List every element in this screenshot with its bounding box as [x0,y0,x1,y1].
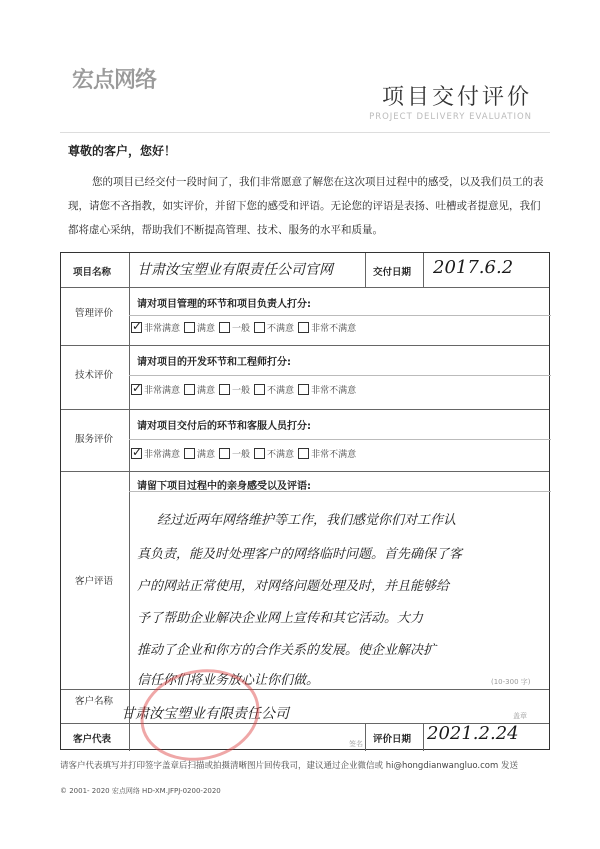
management-option-unsatisfied[interactable]: 不满意 [254,321,294,334]
service-option-very-unsatisfied[interactable]: 非常不满意 [298,447,356,460]
delivery-date-value[interactable]: 2017.6.2 [433,257,514,278]
service-option-neutral[interactable]: 一般 [219,447,250,460]
comment-char-counter: (10-300 字) [491,678,531,686]
technical-option-satisfied[interactable]: 满意 [184,383,215,396]
checkbox-icon[interactable] [184,384,195,395]
service-option-very-satisfied[interactable]: ✓ 非常满意 [132,445,181,460]
management-question: 请对项目管理的环节和项目负责人打分: [137,299,311,310]
eval-date-value[interactable]: 2021.2.24 [427,723,519,744]
project-name-label: 项目名称 [73,267,112,278]
checkbox-checked-icon[interactable]: ✓ [132,445,143,459]
checkbox-icon[interactable] [184,322,195,333]
comment-line: 经过近两年网络维护等工作，我们感觉你们对工作认 [157,513,457,528]
representative-label: 客户代表 [73,734,112,745]
customer-name-value[interactable]: 甘肃汝宝塑业有限责任公司 [121,706,289,722]
technical-option-neutral[interactable]: 一般 [219,383,250,396]
comment-line: 户的网站正常使用，对网络问题处理及时，并且能够给 [137,579,450,594]
eval-date-label: 评价日期 [373,734,412,745]
checkbox-icon[interactable] [219,384,230,395]
management-options [131,321,360,334]
checkbox-icon[interactable] [298,384,309,395]
service-options [131,447,360,460]
checkbox-icon[interactable] [298,322,309,333]
checkbox-icon[interactable] [219,448,230,459]
header-divider [60,132,550,133]
service-label: 服务评价 [75,434,114,445]
page-subtitle: PROJECT DELIVERY EVALUATION [369,112,532,122]
logo-text: 宏点网络 [72,68,157,93]
checkbox-icon[interactable] [298,448,309,459]
stamp-hint: 盖章 [513,712,527,720]
technical-option-unsatisfied[interactable]: 不满意 [254,383,294,396]
management-label: 管理评价 [75,308,114,319]
comment-label: 客户评语 [75,576,114,587]
management-option-neutral[interactable]: 一般 [219,321,250,334]
technical-option-very-unsatisfied[interactable]: 非常不满意 [298,383,356,396]
management-option-very-unsatisfied[interactable]: 非常不满意 [298,321,356,334]
checkbox-icon[interactable] [254,384,265,395]
service-option-satisfied[interactable]: 满意 [184,447,215,460]
checkbox-checked-icon[interactable]: ✓ [132,381,143,395]
company-logo [72,70,160,122]
page-title: 项目交付评价 [381,85,532,110]
customer-name-label: 客户名称 [75,696,114,707]
management-option-satisfied[interactable]: 满意 [184,321,215,334]
checkbox-icon[interactable] [254,322,265,333]
comment-line: 推动了企业和你方的合作关系的发展。使企业解决扩 [137,643,437,658]
sign-hint: 签名 [349,740,363,748]
comment-line: 予了帮助企业解决企业网上宣传和其它活动。大力 [137,611,424,626]
technical-label: 技术评价 [75,370,114,381]
checkbox-checked-icon[interactable]: ✓ [132,319,143,333]
intro-paragraph: 您的项目已经交付一段时间了，我们非常愿意了解您在这次项目过程中的感受，以及我们员工的表现，请您不吝指教，如实评价，并留下您的感受和评语。无论您的评语是表扬、吐槽或者提意见，我们都将虚心采纳，帮助我们不断提高管理、技术、服务的水平和质量。 [68,176,544,236]
comment-question: 请留下项目过程中的亲身感受以及评语: [137,481,311,492]
evaluation-form [60,252,550,750]
footer-instruction: 请客户代表填写并打印签字盖章后扫描或拍摄清晰图片回传我司，建议通过企业微信或 hi@hongdianwangluo.com 发送 [60,761,518,771]
comment-line: 真负责，能及时处理客户的网络临时问题。首先确保了客 [137,547,463,562]
project-name-value[interactable]: 甘肃汝宝塑业有限责任公司官网 [137,262,333,278]
comment-line: 信任你们将业务放心让你们做。 [137,673,320,688]
copyright: © 2001- 2020 宏点网络 HD-XM.JFPJ-0200-2020 [60,787,221,795]
delivery-date-label: 交付日期 [373,267,412,278]
checkbox-icon[interactable] [219,322,230,333]
checkbox-icon[interactable] [254,448,265,459]
service-question: 请对项目交付后的环节和客服人员打分: [137,421,311,432]
greeting: 尊敬的客户，您好！ [68,144,177,158]
service-option-unsatisfied[interactable]: 不满意 [254,447,294,460]
technical-option-very-satisfied[interactable]: ✓ 非常满意 [132,381,181,396]
technical-question: 请对项目的开发环节和工程师打分: [137,357,291,368]
technical-options [131,383,360,396]
management-option-very-satisfied[interactable]: ✓ 非常满意 [132,319,181,334]
checkbox-icon[interactable] [184,448,195,459]
